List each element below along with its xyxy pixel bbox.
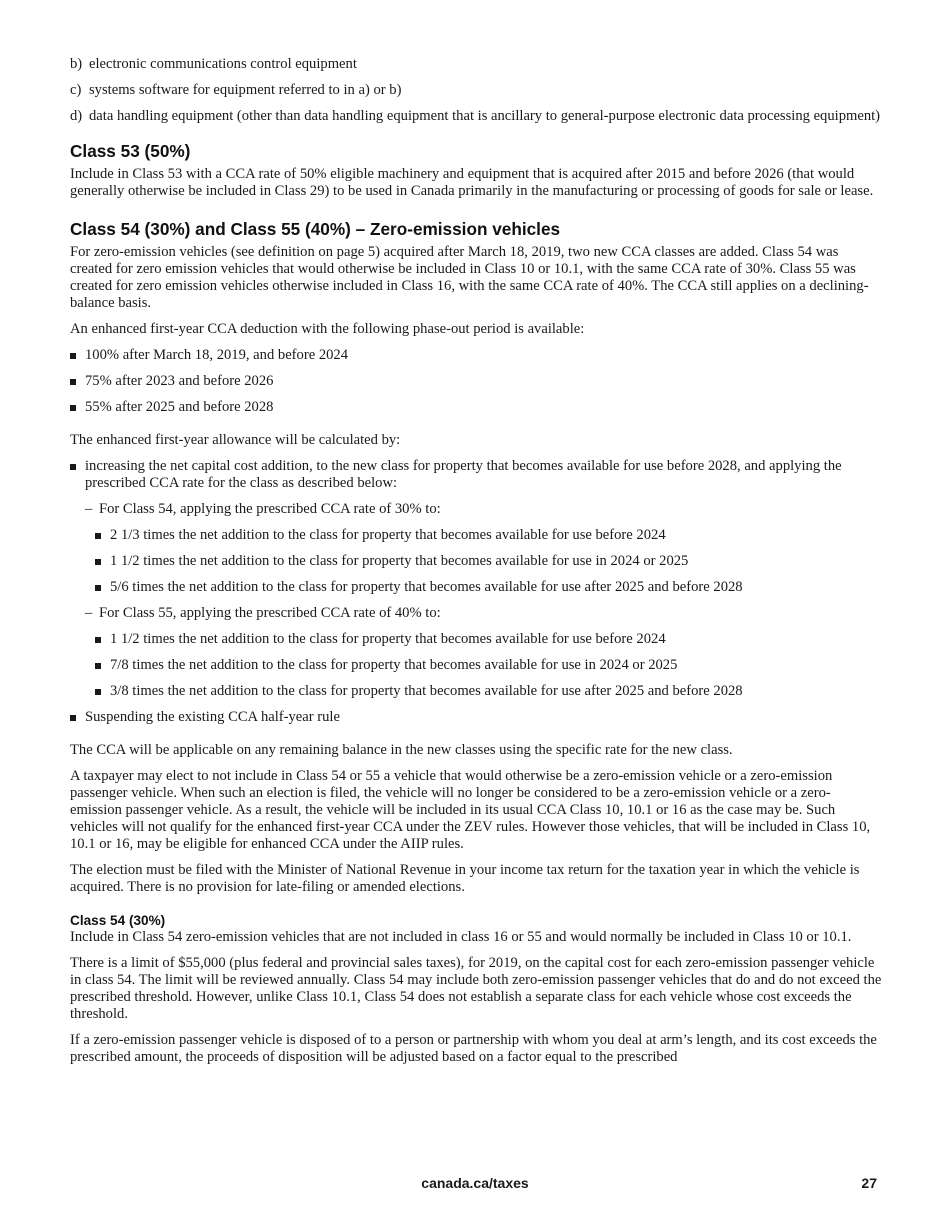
bullet-square [70, 709, 85, 726]
class53-heading: Class 53 (50%) [70, 141, 191, 161]
class55-sublist-item [95, 631, 882, 648]
list-text: data handling equipment (other than data handling equipment that is ancillary to general-purpose electronic data processing equipment) [89, 108, 881, 124]
bullet-square [95, 527, 110, 544]
bullet-square [70, 347, 85, 364]
class54-sublist-item [95, 553, 882, 570]
bullet-square [95, 553, 110, 570]
phase-out-text: 55% after 2025 and before 2028 [85, 399, 274, 415]
dash-marker: – [85, 605, 93, 621]
zev-paragraph-6: The election must be filed with the Minister of National Revenue in your income tax return for the taxation year in which the vehicle is acquired. There is no provision for late-filing or amended elections. [70, 862, 860, 895]
class54-sublist-intro [85, 501, 882, 518]
phase-out-text: 100% after March 18, 2019, and before 2024 [85, 347, 349, 363]
phase-out-item [70, 347, 882, 364]
list-text: systems software for equipment referred to in a) or b) [89, 82, 402, 98]
list-item [70, 56, 882, 73]
sublist-intro-text: For Class 55, applying the prescribed CCA rate of 40% to: [99, 605, 441, 621]
class55-sublist-item [95, 657, 882, 674]
sublist-text: 7/8 times the net addition to the class for property that becomes available for use in 2024 or 2025 [110, 657, 678, 673]
page-number: 27 [861, 1175, 877, 1191]
zev-paragraph-5: A taxpayer may elect to not include in Class 54 or 55 a vehicle that would otherwise be a zero-emission vehicle or a zero-emission passenger vehicle. When such an election is filed, the vehicle will no longer be considered to be a zero-emission vehicle or a zero-emission passenger vehicle. As a result, the vehicle will be included in its usual CCA Class 10, 10.1 or 16 as the case may be. Such vehicles will not qualify for the enhanced first-year CCA under the ZEV rules. However those vehicles, that will be included in Class 10, 10.1 or 16, may be eligible for enhanced CCA under the AIIP rules. [70, 768, 871, 852]
class54-paragraph-3: If a zero-emission passenger vehicle is disposed of to a person or partnership with whom you deal at arm’s length, and its cost exceeds the prescribed amount, the proceeds of disposition will be adjusted based on a factor equal to the prescribed [70, 1032, 877, 1065]
phase-out-item [70, 373, 882, 390]
dash-marker: – [85, 501, 93, 517]
sublist-text: 1 1/2 times the net addition to the class for property that becomes available for use in 2024 or 2025 [110, 553, 689, 569]
zev-paragraph-1: For zero-emission vehicles (see definition on page 5) acquired after March 18, 2019, two new CCA classes are added. Class 54 was created for zero emission vehicles that would otherwise be included in Class 10 or 10.1, with the same CCA rate of 30%. Class 55 was created for zero emission vehicles otherwise included in Class 16, with the same CCA rate of 40%. The CCA still applies on a declining-balance basis. [70, 244, 869, 311]
class53-paragraph: Include in Class 53 with a CCA rate of 50% eligible machinery and equipment that is acquired after 2015 and before 2026 (that would generally otherwise be included in Class 29) to be used in Canada primarily in the manufacturing or processing of goods for sale or lease. [70, 166, 874, 199]
list-marker: d) [70, 108, 83, 124]
class55-sublist-item [95, 683, 882, 700]
list-item [70, 82, 882, 99]
sublist-text: 2 1/3 times the net addition to the class for property that becomes available for use before 2024 [110, 527, 666, 543]
class54-paragraph-2: There is a limit of $55,000 (plus federal and provincial sales taxes), for 2019, on the capital cost for each zero-emission passenger vehicle in class 54. The limit will be reviewed annually. Class 54 may include both zero-emission passenger vehicles that do and do not exceed the prescribed threshold. However, unlike Class 10.1, Class 54 does not establish a separate class for each vehicle whose cost exceeds the threshold. [70, 955, 882, 1022]
zev-paragraph-4: The CCA will be applicable on any remaining balance in the new classes using the specific rate for the new class. [70, 742, 733, 758]
page-content [70, 56, 882, 1075]
class54-heading: Class 54 (30%) [70, 913, 166, 928]
bullet-square [70, 458, 85, 492]
class54-paragraph-1: Include in Class 54 zero-emission vehicles that are not included in class 16 or 55 and would normally be included in Class 10 or 10.1. [70, 929, 852, 945]
phase-out-item [70, 399, 882, 416]
class55-sublist-intro [85, 605, 882, 622]
class54-sublist-item [95, 527, 882, 544]
sublist-text: 1 1/2 times the net addition to the class for property that becomes available for use before 2024 [110, 631, 666, 647]
sublist-intro-text: For Class 54, applying the prescribed CCA rate of 30% to: [99, 501, 441, 517]
list-marker: b) [70, 56, 83, 72]
calc-text: increasing the net capital cost addition, to the new class for property that becomes available for use before 2028, and applying the prescribed CCA rate for the class as described below: [85, 458, 842, 491]
list-text: electronic communications control equipment [89, 56, 357, 72]
calc-item [70, 458, 882, 492]
zev-paragraph-2: An enhanced first-year CCA deduction with the following phase-out period is available: [70, 321, 585, 337]
sublist-text: 5/6 times the net addition to the class for property that becomes available for use after 2025 and before 2028 [110, 579, 743, 595]
class54-55-heading: Class 54 (30%) and Class 55 (40%) – Zero-emission vehicles [70, 219, 561, 239]
calc-text: Suspending the existing CCA half-year rule [85, 709, 340, 725]
class54-sublist-item [95, 579, 882, 596]
sublist-text: 3/8 times the net addition to the class for property that becomes available for use after 2025 and before 2028 [110, 683, 743, 699]
zev-paragraph-3: The enhanced first-year allowance will be calculated by: [70, 432, 401, 448]
bullet-square [95, 657, 110, 674]
bullet-square [70, 373, 85, 390]
list-item [70, 108, 882, 125]
list-marker: c) [70, 82, 82, 98]
bullet-square [70, 399, 85, 416]
bullet-square [95, 683, 110, 700]
bullet-square [95, 579, 110, 596]
phase-out-text: 75% after 2023 and before 2026 [85, 373, 274, 389]
calc-item [70, 709, 882, 726]
footer-url: canada.ca/taxes [421, 1175, 529, 1191]
bullet-square [95, 631, 110, 648]
